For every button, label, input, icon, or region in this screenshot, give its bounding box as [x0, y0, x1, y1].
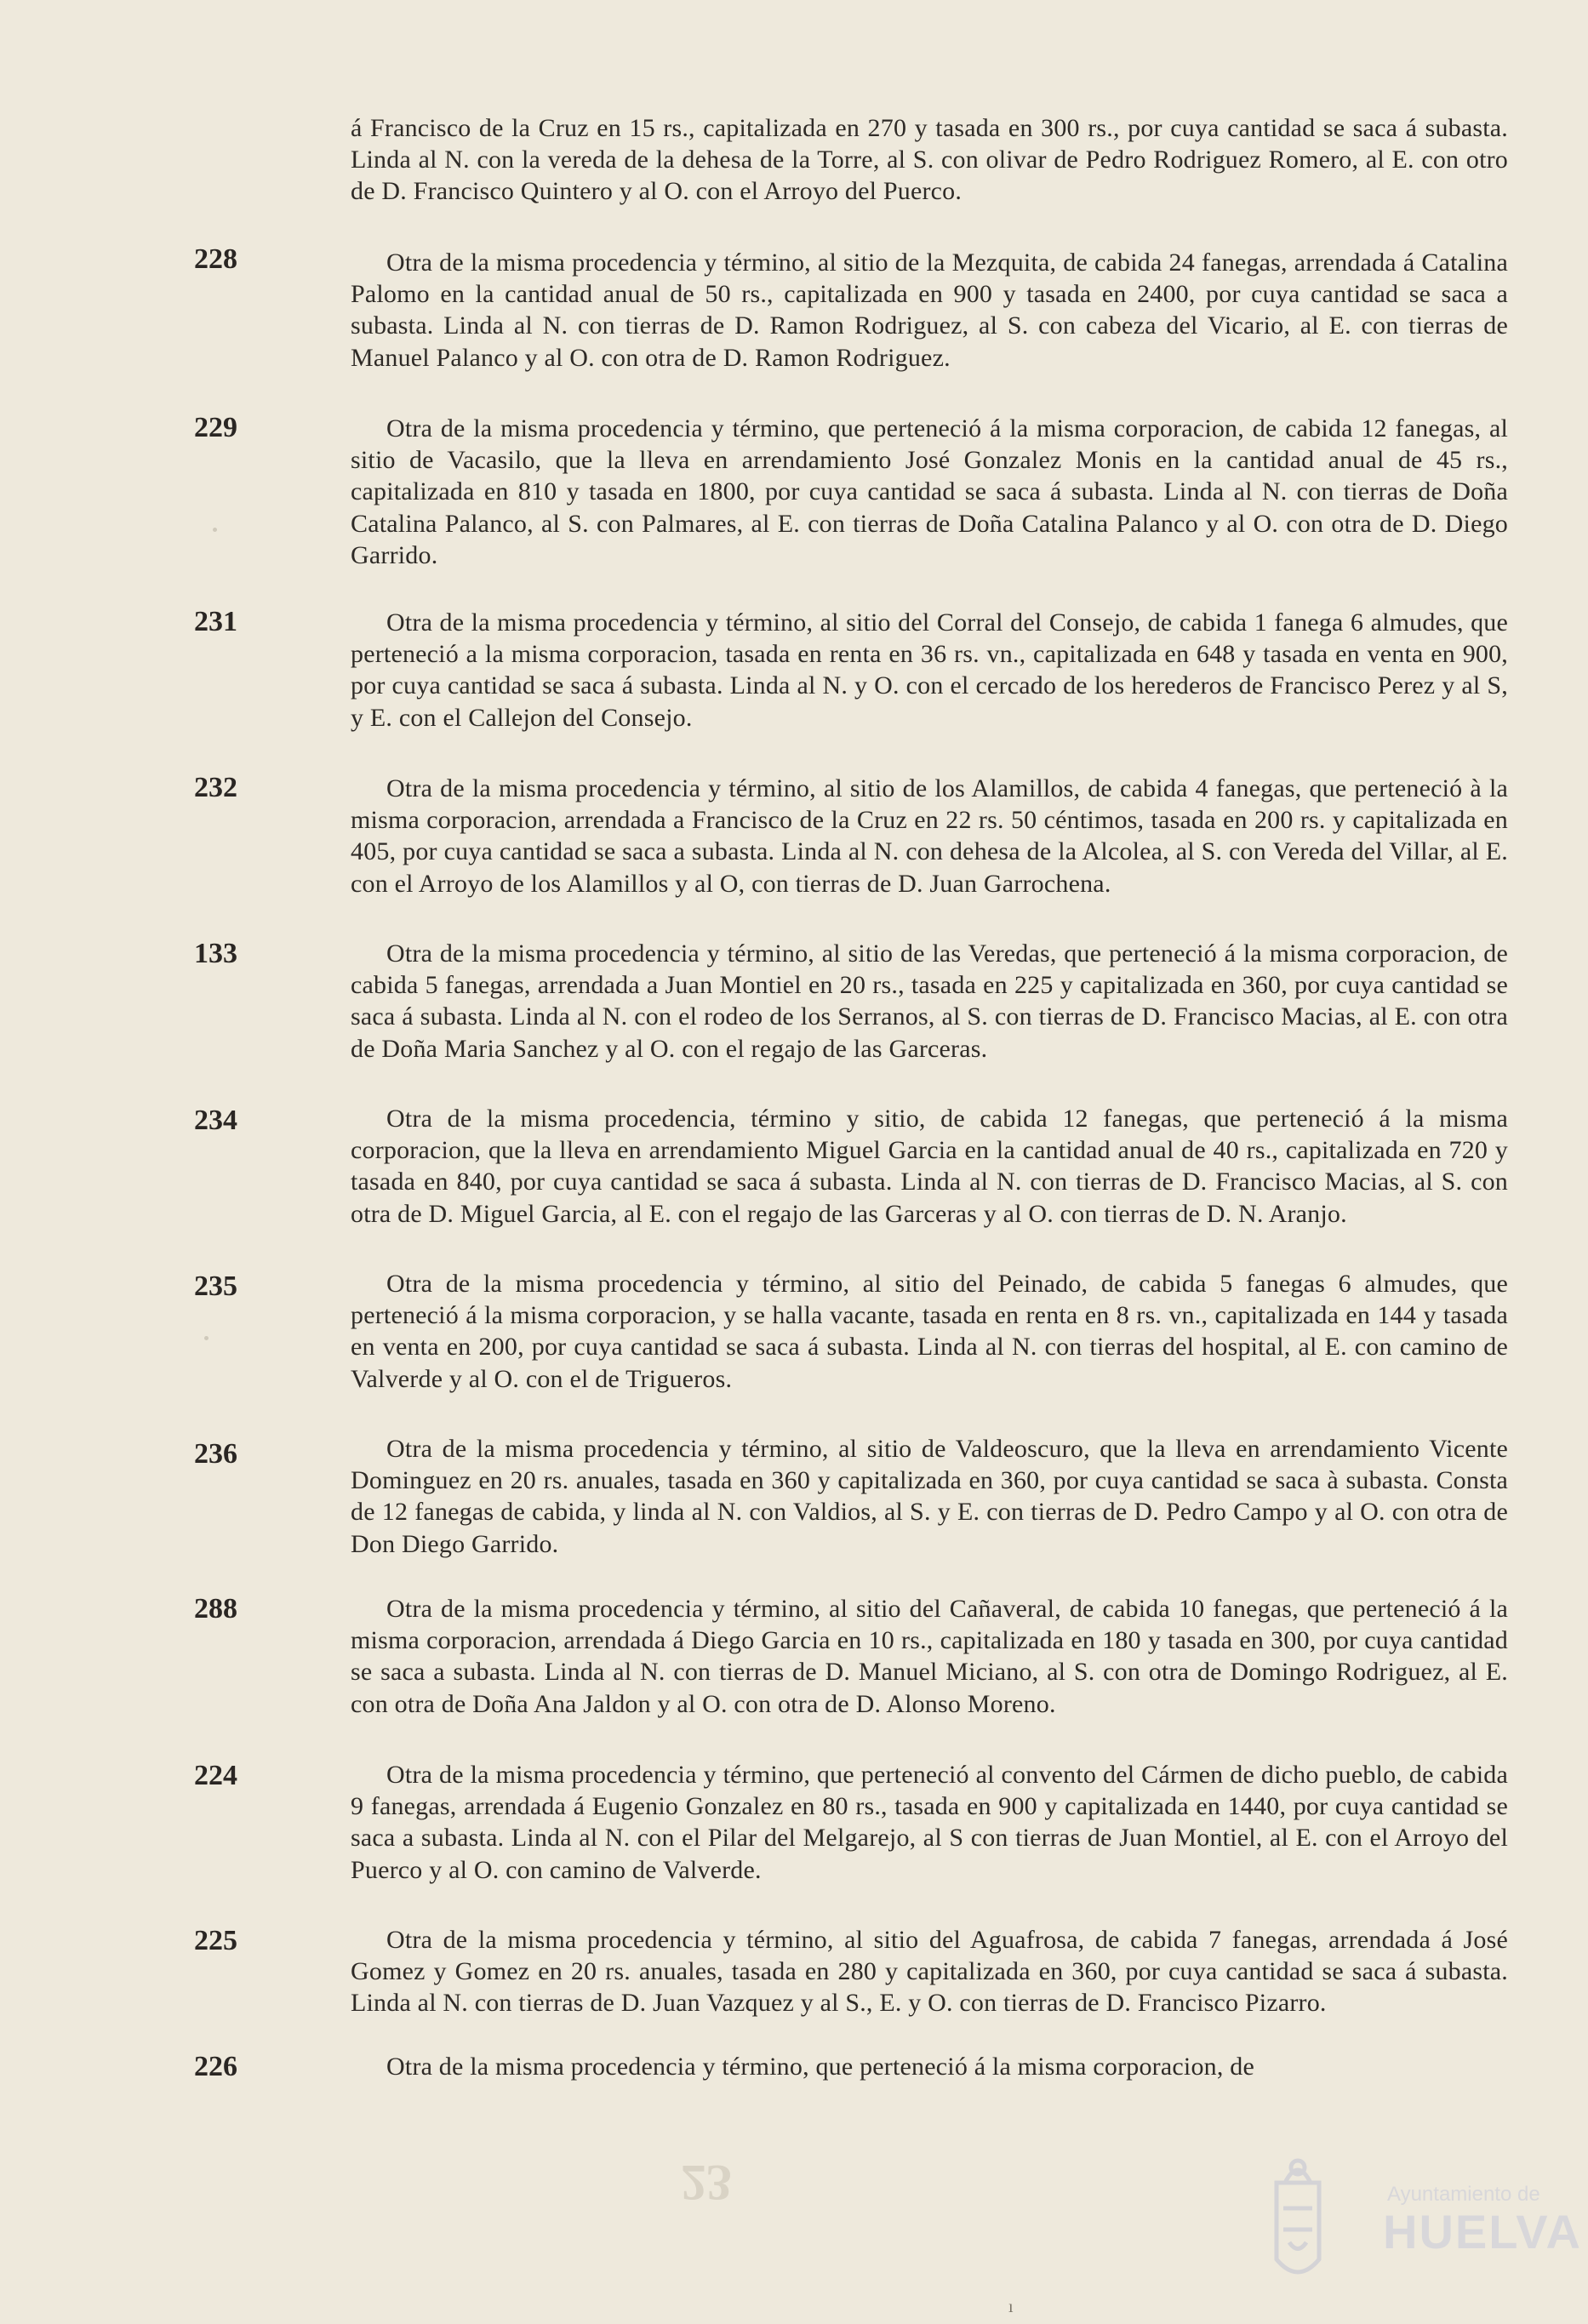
entry-number: 235: [194, 1270, 237, 1302]
paragraph-entry: Otra de la misma procedencia y término, que perteneció á la misma corporacion, de: [386, 2053, 1254, 2081]
paragraph-entry: Otra de la misma procedencia y término, que perteneció al convento del Cármen de dicho pueblo, de cabida 9 fanegas, arrendada á Eugenio Gonzalez en 80 rs., tasada en 900 y capitalizada en 1440, por cuya cantidad se saca a subasta. Linda al N. con el Pilar del Melgarejo, al S con tierras de Juan Montiel, al E. con el Arroyo del Puerco y al O. con camino de Valverde.: [351, 1761, 1508, 1884]
bleed-speck: [204, 1336, 208, 1340]
paragraph-continuation: á Francisco de la Cruz en 15 rs., capitalizada en 270 y tasada en 300 rs., por cuya cantidad se saca á subasta. Linda al N. con la vereda de la dehesa de la Torre, al S. con olivar de Pedro Rodriguez Romero, al E. con otro de D. Francisco Quintero y al O. con el Arroyo del Puerco.: [351, 114, 1508, 206]
paragraph-entry: Otra de la misma procedencia y término, al sitio de las Veredas, que perteneció á la misma corporacion, de cabida 5 fanegas, arrendada a Juan Montiel en 20 rs., tasada en 225 y capitalizada en 360, por cuya cantidad se saca á subasta. Linda al N. con el rodeo de los Serranos, al S. con tierras de D. Francisco Macias, al E. con otra de Doña Maria Sanchez y al O. con el regajo de las Garceras.: [351, 939, 1508, 1063]
paragraph-entry: Otra de la misma procedencia, término y sitio, de cabida 12 fanegas, que perteneció á la misma corporacion, que la lleva en arrendamiento Miguel Garcia en la cantidad anual de 40 rs., capitalizada en 720 y tasada en 840, por cuya cantidad se saca á subasta. Linda al N. con tierras de D. Francisco Macias, al S. con otra de D. Miguel Garcia, al E. con el regajo de las Garceras y al O. con tierras de D. N. Aranjo.: [351, 1105, 1508, 1228]
entry-number: 133: [194, 938, 237, 969]
entry-number: 229: [194, 412, 237, 443]
print-mark: ı: [1008, 2298, 1014, 2316]
bleed-speck: [213, 528, 217, 532]
entry-number: 224: [194, 1760, 237, 1791]
paragraph-entry: Otra de la misma procedencia y término, al sitio de la Mezquita, de cabida 24 fanegas, arrendada á Catalina Palomo en la cantidad anual de 50 rs., capitalizada en 900 y tasada en 2400, por cuya cantidad se saca a subasta. Linda al N. con tierras de D. Ramon Rodriguez, al S. con cabeza del Vicario, al E. con tierras de Manuel Palanco y al O. con otra de D. Ramon Rodriguez.: [351, 248, 1508, 372]
entry-number: 231: [194, 606, 237, 637]
entry-number: 236: [194, 1438, 237, 1470]
entry-number: 226: [194, 2051, 237, 2082]
entry-number: 228: [194, 243, 237, 275]
entry-number: 232: [194, 772, 237, 803]
entry-number: 234: [194, 1105, 237, 1136]
bleed-through-page-number: 23: [681, 2155, 732, 2211]
paragraph-entry: Otra de la misma procedencia y término, al sitio de los Alamillos, de cabida 4 fanegas, que perteneció à la misma corporacion, arrendada a Francisco de la Cruz en 22 rs. 50 céntimos, tasada en 200 rs. y capitalizada en 405, por cuya cantidad se saca a subasta. Linda al N. con dehesa de la Alcolea, al S. con Vereda del Villar, al E. con el Arroyo de los Alamillos y al O, con tierras de D. Juan Garrochena.: [351, 774, 1508, 898]
paragraph-entry: Otra de la misma procedencia y término, que perteneció á la misma corporacion, de cabida 12 fanegas, al sitio de Vacasilo, que la lleva en arrendamiento José Gonzalez Monis en la cantidad anual de 45 rs., capitalizada en 810 y tasada en 1800, por cuya cantidad se saca á subasta. Linda al N. con tierras de Doña Catalina Palanco, al S. con Palmares, al E. con tierras de Doña Catalina Palanco y al O. con otra de D. Diego Garrido.: [351, 414, 1508, 569]
paragraph-entry: Otra de la misma procedencia y término, al sitio del Peinado, de cabida 5 fanegas 6 almudes, que perteneció á la misma corporacion, y se halla vacante, tasada en renta en 8 rs. vn., capitalizada en 144 y tasada en venta en 200, por cuya cantidad se saca á subasta. Linda al N. con tierras del hospital, al E. con camino de Valverde y al O. con el de Trigueros.: [351, 1270, 1508, 1393]
paragraph-entry: Otra de la misma procedencia y término, al sitio del Cañaveral, de cabida 10 fanegas, que perteneció á la misma corporacion, arrendada á Diego Garcia en 10 rs., capitalizada en 180 y tasada en 300, por cuya cantidad se saca a subasta. Linda al N. con tierras de D. Manuel Miciano, al S. con otra de Domingo Rodriguez, al E. con otra de Doña Ana Jaldon y al O. con otra de D. Alonso Moreno.: [351, 1595, 1508, 1718]
paragraph-entry: Otra de la misma procedencia y término, al sitio de Valdeoscuro, que la lleva en arrendamiento Vicente Dominguez en 20 rs. anuales, tasada en 360 y capitalizada en 360, por cuya cantidad se saca à subasta. Consta de 12 fanegas de cabida, y linda al N. con Valdios, al S. y E. con tierras de D. Pedro Campo y al O. con otra de Don Diego Garrido.: [351, 1435, 1508, 1558]
entry-number: 225: [194, 1925, 237, 1956]
watermark-title: HUELVA: [1383, 2205, 1582, 2258]
watermark-subtitle: Ayuntamiento de: [1387, 2183, 1540, 2206]
paragraph-entry: Otra de la misma procedencia y término, al sitio del Corral del Consejo, de cabida 1 fanega 6 almudes, que perteneció a la misma corporacion, tasada en renta en 36 rs. vn., capitalizada en 648 y tasada en venta en 900, por cuya cantidad se saca á subasta. Linda al N. y O. con el cercado de los herederos de Francisco Perez y al S, y E. con el Callejon del Consejo.: [351, 608, 1508, 732]
entry-number: 288: [194, 1593, 237, 1625]
paragraph-entry: Otra de la misma procedencia y término, al sitio del Aguafrosa, de cabida 7 fanegas, arrendada á José Gomez y Gomez en 20 rs. anuales, tasada en 280 y capitalizada en 360, por cuya cantidad se saca á subasta. Linda al N. con tierras de D. Juan Vazquez y al S., E. y O. con tierras de D. Francisco Pizarro.: [351, 1926, 1508, 2018]
